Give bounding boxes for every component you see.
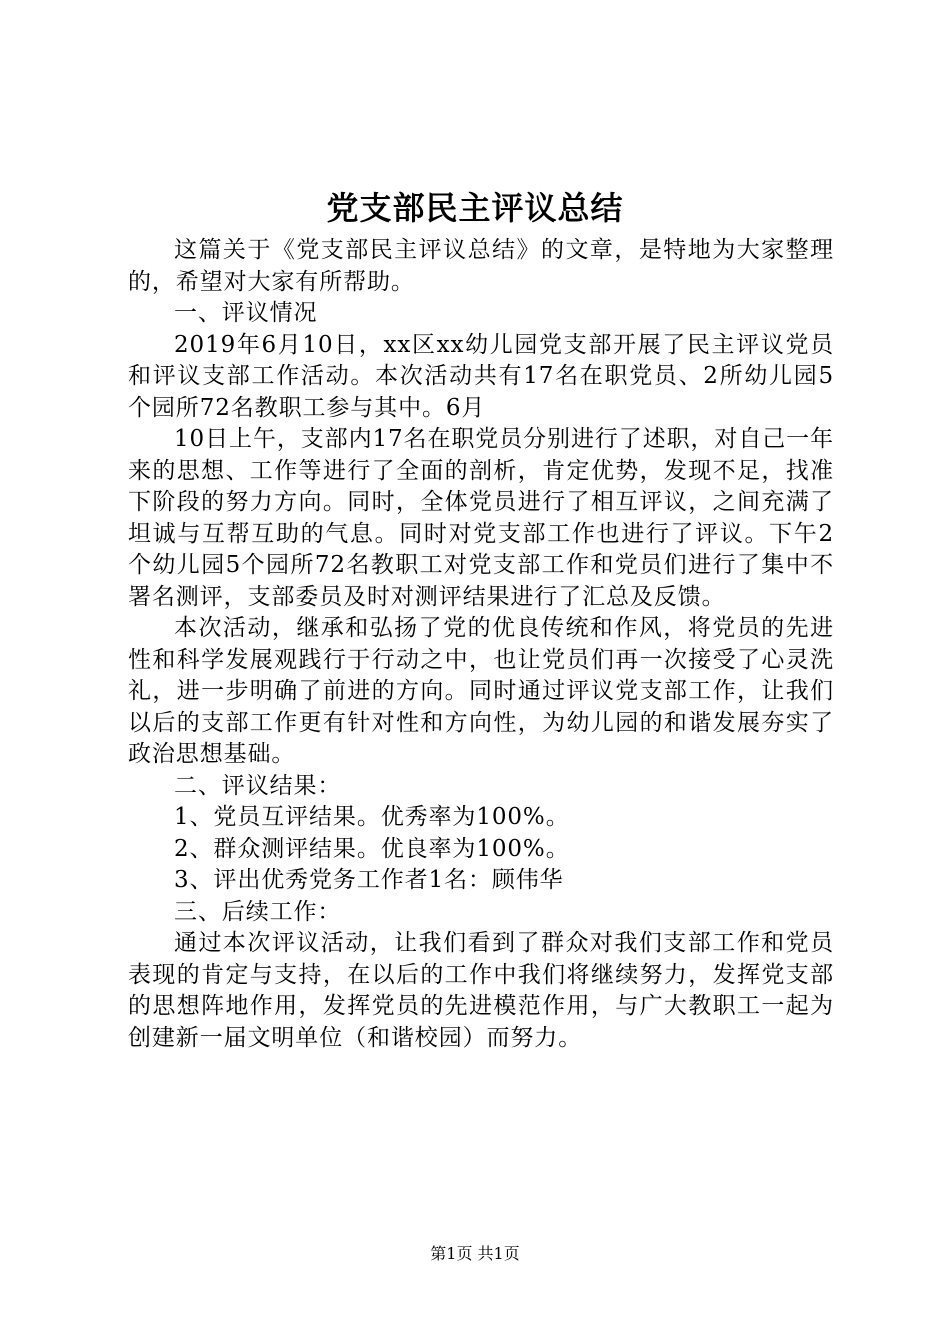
page-footer: 第1页 共1页	[430, 1244, 520, 1263]
result-item: 2、群众测评结果。优良率为100%。	[174, 835, 570, 862]
document-title: 党支部民主评议总结	[326, 189, 624, 227]
intro-paragraph: 这篇关于《党支部民主评议总结》的文章，是特地为大家整理的，希望对大家有所帮助。	[128, 237, 834, 295]
section-heading-review-results: 二、评议结果：	[174, 772, 342, 799]
section-heading-follow-up: 三、后续工作：	[174, 898, 342, 925]
result-item: 3、评出优秀党务工作者1名：顾伟华	[174, 867, 564, 893]
section-heading-review-status: 一、评议情况	[174, 300, 318, 326]
result-item: 1、党员互评结果。优秀率为100%。	[174, 804, 570, 830]
body-paragraph: 通过本次评议活动，让我们看到了群众对我们支部工作和党员表现的肯定与支持，在以后的工作中我们将继续努力，发挥党支部的思想阵地作用，发挥党员的先进模范作用，与广大教职工一起为创建新一届文明单位（和谐校园）而努力。	[128, 930, 834, 1051]
body-paragraph: 2019年6月10日，xx区xx幼儿园党支部开展了民主评议党员和评议支部工作活动。本次活动共有17名在职党员、2所幼儿园5个园所72名教职工参与其中。6月	[128, 331, 834, 421]
body-paragraph: 10日上午，支部内17名在职党员分别进行了述职，对自己一年来的思想、工作等进行了全面的剖析，肯定优势，发现不足，找准下阶段的努力方向。同时，全体党员进行了相互评议，之间充满了坦诚与互帮互助的气息。同时对党支部工作也进行了评议。下午2个幼儿园5个园所72名教职工对党支部工作和党员们进行了集中不署名测评，支部委员及时对测评结果进行了汇总及反馈。	[128, 426, 834, 610]
document-body	[128, 235, 834, 1054]
body-paragraph: 本次活动，继承和弘扬了党的优良传统和作风，将党员的先进性和科学发展观践行于行动之中，也让党员们再一次接受了心灵洗礼，进一步明确了前进的方向。同时通过评议党支部工作，让我们以后的支部工作更有针对性和方向性，为幼儿园的和谐发展夯实了政治思想基础。	[128, 615, 834, 767]
